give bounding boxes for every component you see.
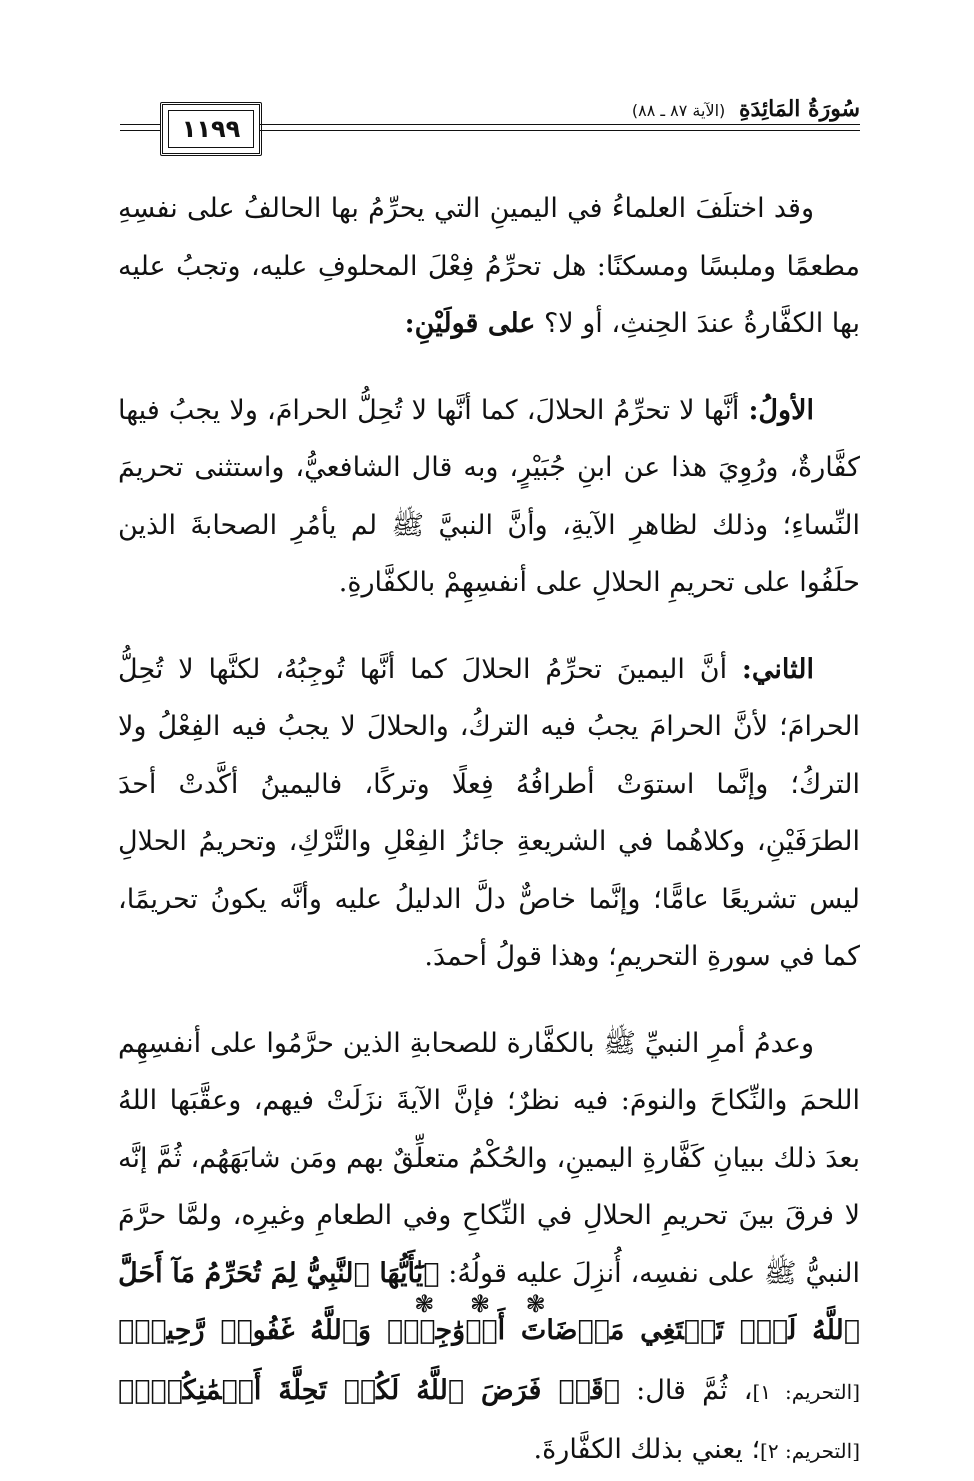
paragraph-second-opinion: الثاني: أنَّ اليمينَ تحرِّمُ الحلالَ كما أنَّها تُوجِبُهُ، لكنَّها لا تُحِلُّ الحرامَ؛ لأنَّ الحرامَ يجبُ فيه التركُ، والحلالَ لا يجبُ فيه الفِعْلُ ولا التركُ؛ وإنَّما استوَتْ أطرافُهُ فِعلًا وتركًا، فاليمينُ أكَّدتْ أحدَ الطرَفَيْنِ، وكلاهُما في الشريعةِ جائزُ الفِعْلِ والتَّرْكِ، وتحريمُ الحلالِ ليس تشريعًا عامًّا؛ وإنَّما خاصٌّ دلَّ الدليلُ عليه وأنَّه يكونُ تحريمًا، كما في سورةِ التحريمِ؛ وهذا قولُ أحمدَ.	[118, 653, 860, 972]
header-rule-left	[120, 124, 160, 131]
quran-quote-2: ﴿قَدۡ فَرَضَ ٱللَّهُ لَكُمۡ تَحِلَّةَ أَيۡمَٰنِكُمۡۚ﴾	[118, 1374, 620, 1406]
section-separator: ❃ ❃ ❃	[414, 1290, 560, 1318]
surah-title: سُورَةُ المَائِدَةِ	[738, 96, 860, 122]
running-header	[120, 96, 860, 162]
page-number: ١١٩٩	[181, 115, 241, 143]
quran-ref-1: [التحريم: ١]	[752, 1379, 861, 1404]
page-body	[118, 180, 860, 1481]
header-title	[632, 96, 860, 122]
paragraph-discussion: وعدمُ أمرِ النبيِّ ﷺ بالكفَّارة للصحابةِ الذين حرَّمُوا على أنفسِهِم اللحمَ والنِّكاحَ والنومَ: فيه نظرٌ؛ فإنَّ الآيةَ نزَلَتْ فيهم، وعقَّبَها اللهُ بعدَ ذلك ببيانِ كَفَّارةِ اليمينِ، والحُكْمُ متعلِّقٌ بهم ومَن شابَهَهُم، ثُمَّ إنَّه لا فرقَ بينَ تحريمِ الحلالِ في النِّكاحِ وفي الطعامِ وغيرِه، ولمَّا حرَّمَ النبيُّ ﷺ على نفسِه، أُنزِلَ عليه قولُهُ: ﴿يَٰٓأَيُّهَا ٱلنَّبِيُّ لِمَ تُحَرِّمُ مَآ أَحَلَّ ٱللَّهُ لَكَۖ تَبۡتَغِي مَرۡضَاتَ أَزۡوَٰجِكَۚ وَٱللَّهُ غَفُورٞ رَّحِيمٞ﴾ [التحريم: ١]، ثُمَّ قال: ﴿قَدۡ فَرَضَ ٱللَّهُ لَكُمۡ تَحِلَّةَ أَيۡمَٰنِكُمۡۚ﴾ [التحريم: ٢]؛ يعني بذلك الكفَّارةَ.	[118, 1027, 861, 1465]
ayah-range: (الآية ٨٧ ـ ٨٨)	[631, 101, 726, 120]
page-number-box	[160, 102, 262, 156]
quran-ref-2: [التحريم: ٢]	[760, 1439, 860, 1463]
header-rule-right	[259, 124, 860, 131]
paragraph-intro-tail: على قولَيْنِ:	[404, 308, 536, 339]
quran-quote-1: ﴿يَٰٓأَيُّهَا ٱلنَّبِيُّ لِمَ تُحَرِّمُ مَآ أَحَلَّ ٱللَّهُ لَكَۖ تَبۡتَغِي مَرۡضَاتَ أَزۡوَٰجِكَۚ وَٱللَّهُ غَفُورٞ رَّحِيمٞ﴾	[118, 1257, 860, 1346]
second-opinion-term: الثاني:	[741, 653, 814, 685]
paragraph-first-opinion: الأولُ: أنَّها لا تحرِّمُ الحلالَ، كما أنَّها لا تُحِلُّ الحرامَ، ولا يجبُ فيها كفَّارةٌ، ورُوِيَ هذا عن ابنِ جُبَيْرٍ، وبه قال الشافعيُّ، واستثنى تحريمَ النِّساءِ؛ وذلك لظاهرِ الآيةِ، وأنَّ النبيَّ ﷺ لم يأمُرِ الصحابةَ الذين حلَفُوا على تحريمِ الحلالِ على أنفسِهِمْ بالكفَّارةِ.	[118, 394, 860, 598]
paragraph-intro: وقد اختلَفَ العلماءُ في اليمينِ التي يحرِّمُ بها الحالفُ على نفسِهِ مطعمًا وملبسًا ومسكنًا: هل تحرِّمُ فِعْلَ المحلوفِ عليه، وتجبُ عليه بها الكفَّارةُ عندَ الحِنثِ، أو لا؟ على قولَيْنِ:	[118, 193, 860, 339]
first-opinion-term: الأولُ:	[748, 394, 814, 426]
